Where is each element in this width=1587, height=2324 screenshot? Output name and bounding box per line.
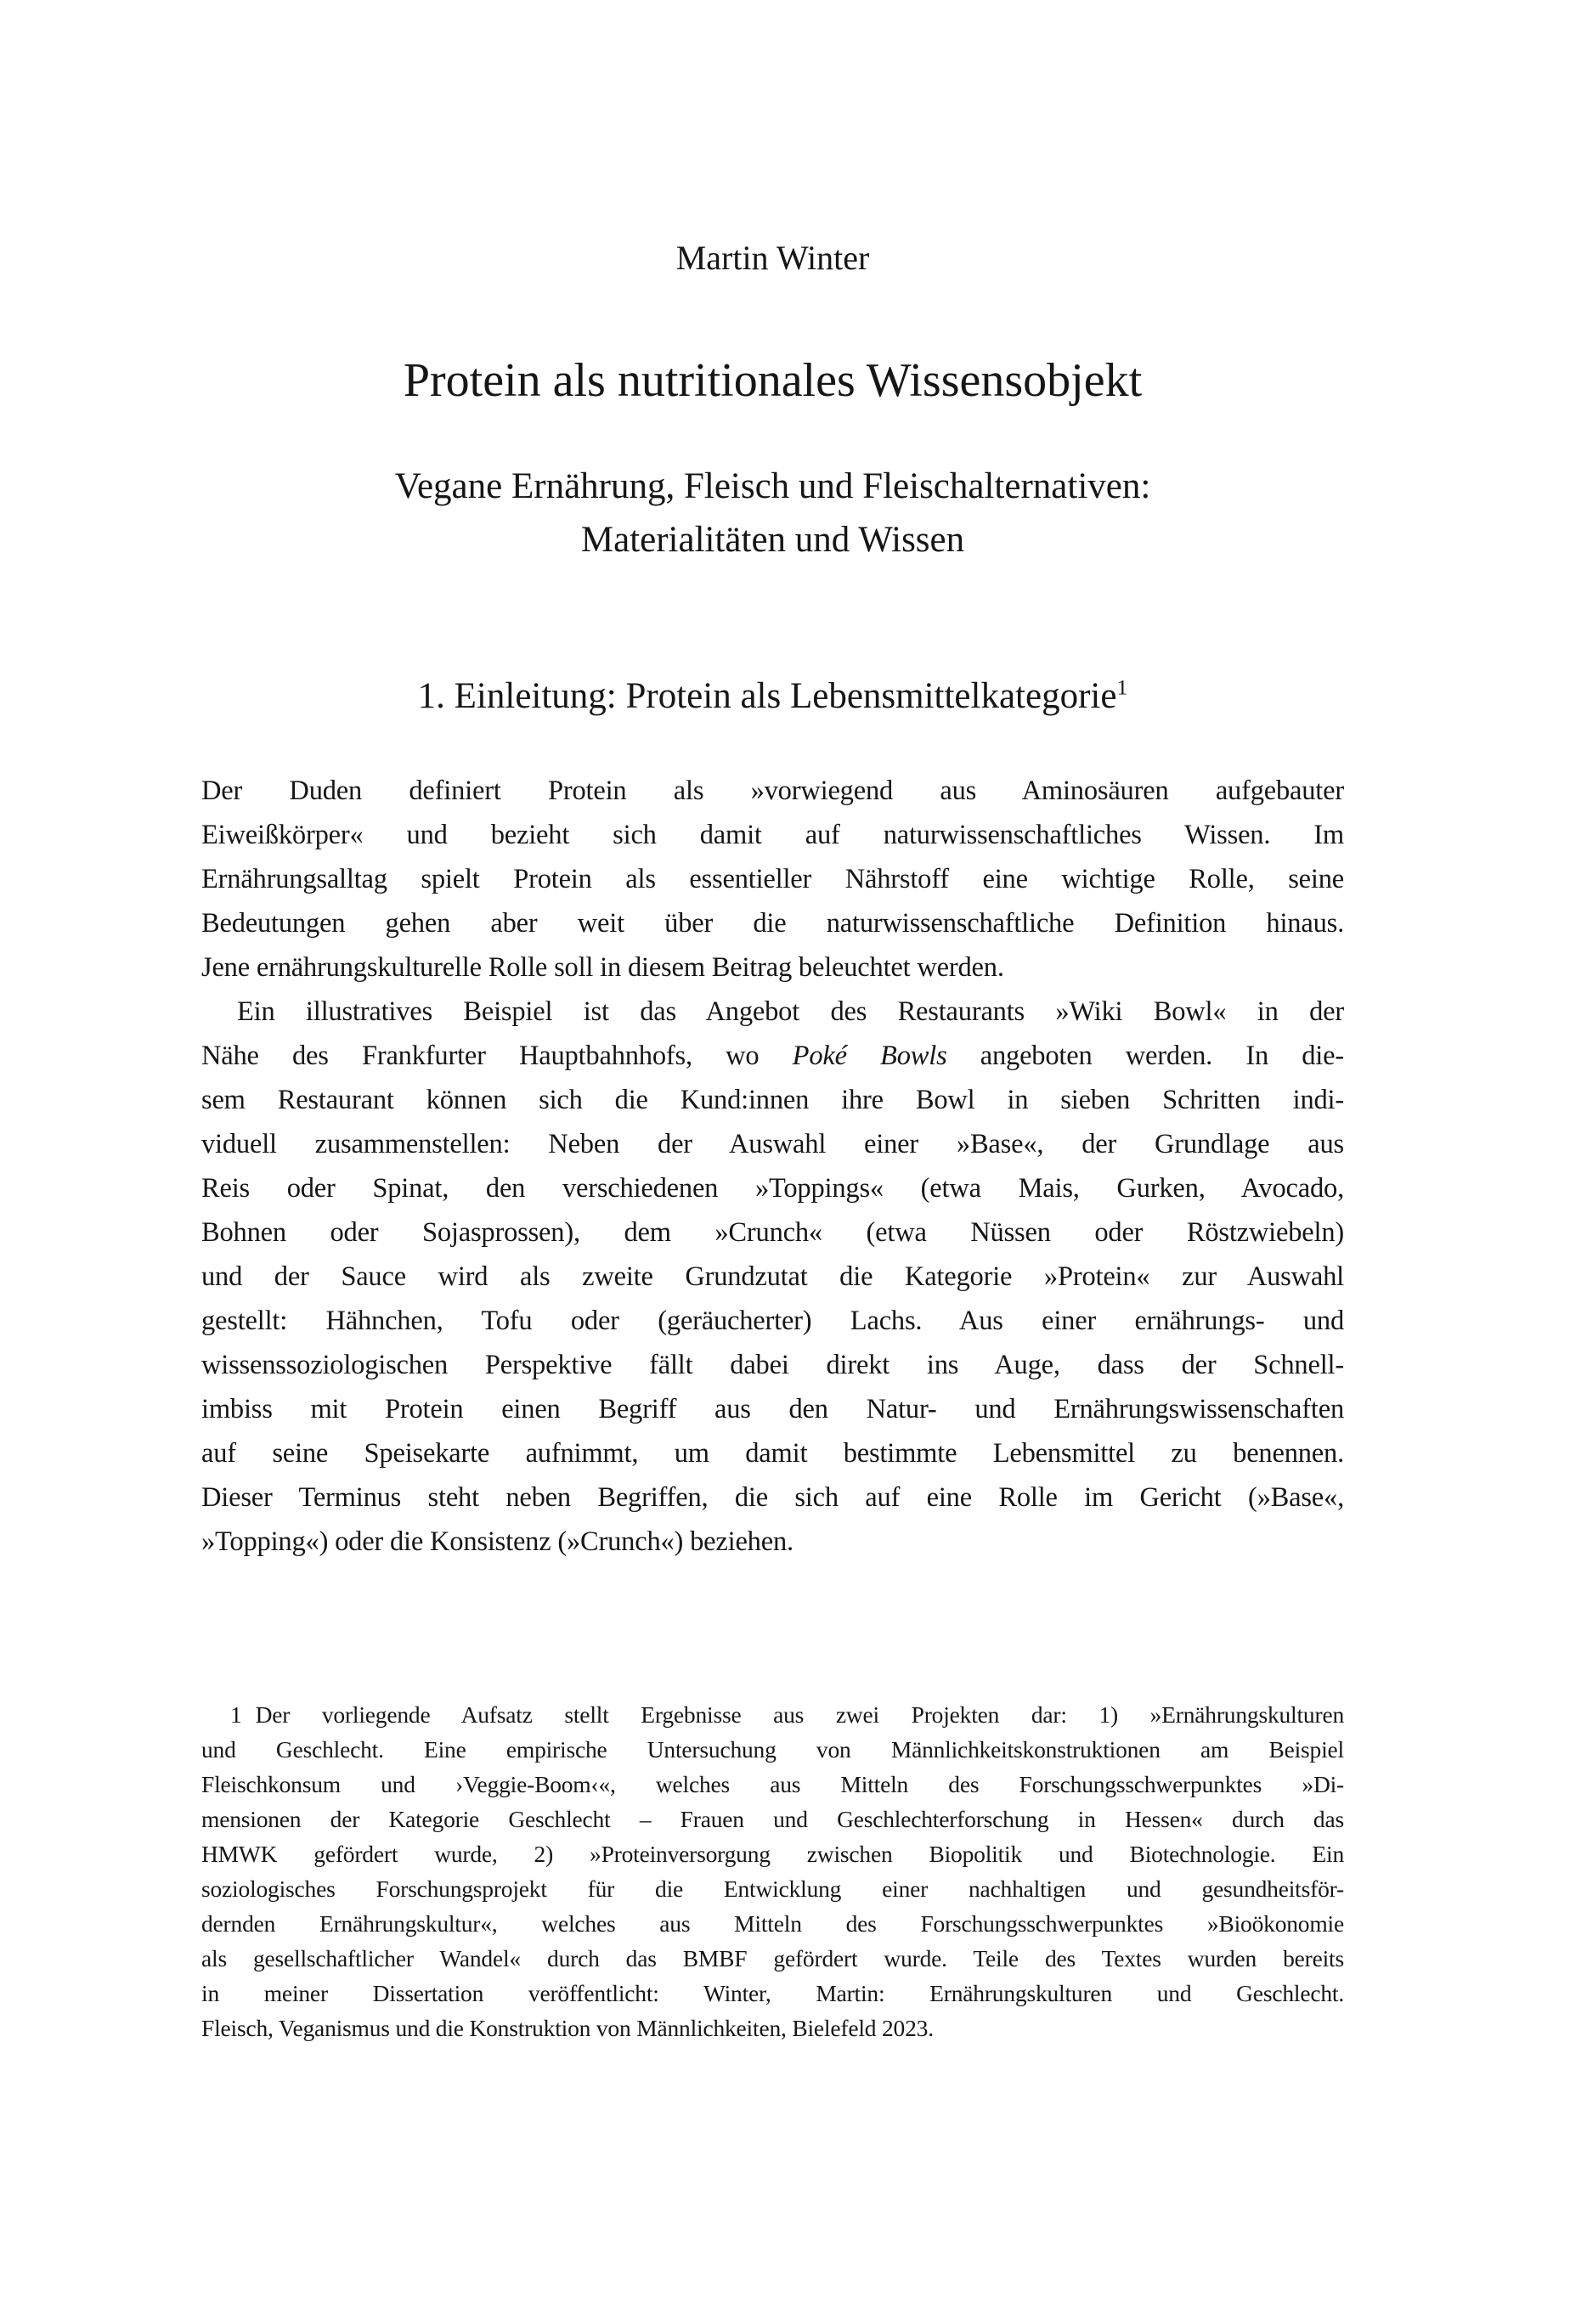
text-line: Bedeutungen gehen aber weit über die naturwissenschaftliche Definition hinaus. xyxy=(201,908,1344,939)
text-line: in meiner Dissertation veröffentlicht: Winter, Martin: Ernährungskulturen und Geschlecht. xyxy=(201,1980,1344,2006)
text-segment: angeboten werden. In die- xyxy=(946,1041,1344,1071)
text-line: als gesellschaftlicher Wandel« durch das BMBF gefördert wurde. Teile des Textes wurden bereits xyxy=(201,1945,1344,1971)
text-line: imbiss mit Protein einen Begriff aus den Natur- und Ernährungswissenschaften xyxy=(201,1394,1344,1424)
text-line: soziologisches Forschungsprojekt für die Entwicklung einer nachhaltigen und gesundheitsför- xyxy=(201,1876,1344,1902)
text-line: mensionen der Kategorie Geschlecht – Frauen und Geschlechterforschung in Hessen« durch das xyxy=(201,1806,1344,1832)
text-line: Jene ernährungskulturelle Rolle soll in diesem Beitrag beleuchtet werden. xyxy=(201,952,1004,983)
text-line: sem Restaurant können sich die Kund:innen ihre Bowl in sieben Schritten indi- xyxy=(201,1085,1344,1115)
text-line: Ein illustratives Beispiel ist das Angebot des Restaurants »Wiki Bowl« in der xyxy=(237,996,1344,1027)
footnote-reference: 1 xyxy=(1116,674,1128,700)
text-line: Bohnen oder Sojasprossen), dem »Crunch« (etwa Nüssen oder Röstzwiebeln) xyxy=(201,1217,1344,1248)
text-segment: Der vorliegende Aufsatz stellt Ergebnisse aus zwei Projekten dar: 1) »Ernährungskulturen xyxy=(255,1701,1344,1728)
page-title: Protein als nutritionales Wissensobjekt xyxy=(403,354,1143,407)
body-text xyxy=(201,769,1344,1564)
text-line: Dieser Terminus steht neben Begriffen, die sich auf eine Rolle im Gericht (»Base«, xyxy=(201,1482,1344,1513)
footnote-number: 1 xyxy=(230,1701,242,1728)
subtitle-line: Vegane Ernährung, Fleisch und Fleischalternativen: xyxy=(394,466,1151,506)
text-line: auf seine Speisekarte aufnimmt, um damit bestimmte Lebensmittel zu benennen. xyxy=(201,1438,1344,1469)
text-line: dernden Ernährungskultur«, welches aus Mitteln des Forschungsschwerpunktes »Bioökonomie xyxy=(201,1910,1344,1937)
text-line: Ernährungsalltag spielt Protein als essentieller Nährstoff eine wichtige Rolle, seine xyxy=(201,864,1344,894)
text-line: viduell zusammenstellen: Neben der Auswahl einer »Base«, der Grundlage aus xyxy=(201,1129,1344,1159)
text-line: HMWK gefördert wurde, 2) »Proteinversorgung zwischen Biopolitik und Biotechnologie. Ein xyxy=(201,1841,1344,1867)
text-segment: Nähe des Frankfurter Hauptbahnhofs, wo xyxy=(201,1041,793,1071)
text-line: gestellt: Hähnchen, Tofu oder (geräucherter) Lachs. Aus einer ernährungs- und xyxy=(201,1306,1344,1336)
text-line: und der Sauce wird als zweite Grundzutat die Kategorie »Protein« zur Auswahl xyxy=(201,1261,1344,1292)
text-line: Fleisch, Veganismus und die Konstruktion von Männlichkeiten, Bielefeld 2023. xyxy=(201,2015,934,2041)
text-line: Der Duden definiert Protein als »vorwiegend aus Aminosäuren aufgebauter xyxy=(201,776,1344,806)
text-line: Fleischkonsum und ›Veggie-Boom‹«, welches aus Mitteln des Forschungsschwerpunktes »Di- xyxy=(201,1771,1344,1797)
author-name: Martin Winter xyxy=(675,239,870,277)
footnote-block xyxy=(201,1697,1344,2045)
text-line: wissenssoziologischen Perspektive fällt dabei direkt ins Auge, dass der Schnell- xyxy=(201,1350,1344,1380)
section-heading-text: 1. Einleitung: Protein als Lebensmittelkategorie xyxy=(417,676,1117,716)
section-heading xyxy=(201,675,1344,718)
text-line: und Geschlecht. Eine empirische Untersuchung von Männlichkeitskonstruktionen am Beispiel xyxy=(201,1736,1344,1763)
subtitle-line: Materialitäten und Wissen xyxy=(580,520,965,560)
italic-text: Poké Bowls xyxy=(792,1041,947,1071)
text-line xyxy=(201,1034,1344,1078)
text-line: »Topping«) oder die Konsistenz (»Crunch«) beziehen. xyxy=(201,1526,794,1557)
page-subtitle xyxy=(201,460,1344,567)
text-line xyxy=(201,1697,1344,1732)
text-line: Reis oder Spinat, den verschiedenen »Toppings« (etwa Mais, Gurken, Avocado, xyxy=(201,1173,1344,1204)
text-line: Eiweißkörper« und bezieht sich damit auf naturwissenschaftliches Wissen. Im xyxy=(201,820,1344,850)
